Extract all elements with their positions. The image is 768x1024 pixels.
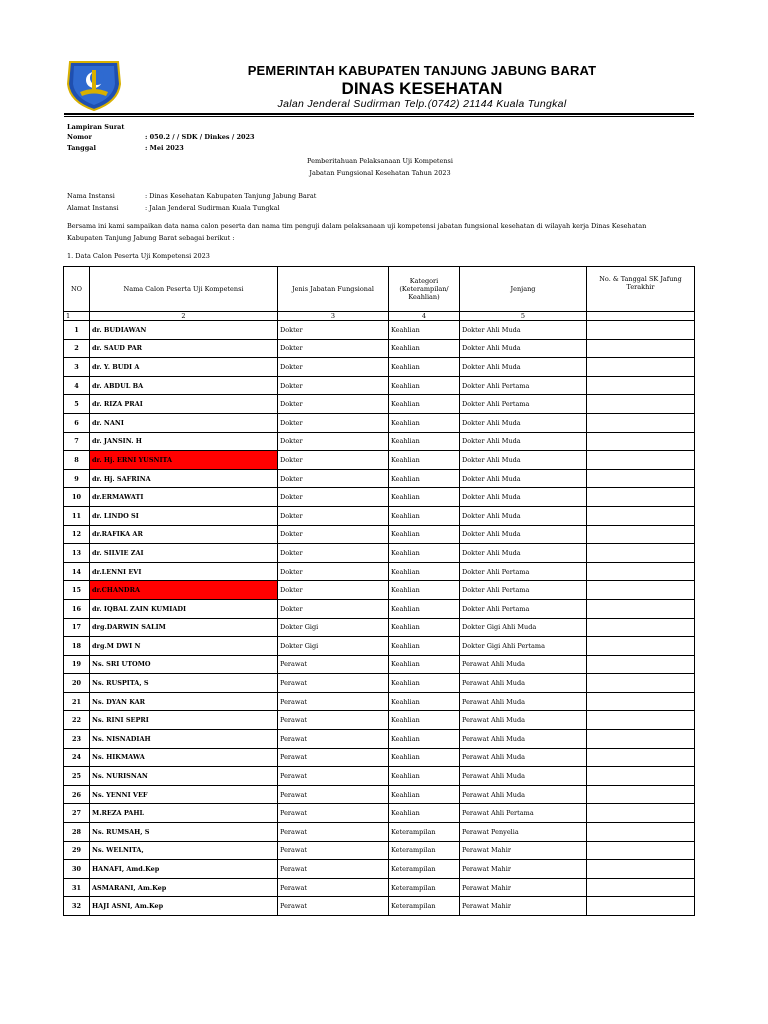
row-jenjang: Dokter Gigi Ahli Muda xyxy=(460,618,587,637)
row-sk xyxy=(587,562,695,581)
row-no: 27 xyxy=(64,804,90,823)
table-row xyxy=(64,581,695,600)
table-row xyxy=(64,692,695,711)
row-jenjang: Perawat Ahli Muda xyxy=(460,711,587,730)
row-jabatan: Dokter xyxy=(278,339,389,358)
row-kategori: Keahlian xyxy=(389,321,460,340)
row-name: dr. Hj. ERNI YUSNITA xyxy=(90,451,278,470)
row-jabatan: Perawat xyxy=(278,897,389,916)
row-jabatan: Dokter xyxy=(278,488,389,507)
table-row xyxy=(64,823,695,842)
row-name: HAJI ASNI, Am.Kep xyxy=(90,897,278,916)
letterhead-office: DINAS KESEHATAN xyxy=(341,79,503,98)
row-name: Ns. RUMSAH, S xyxy=(90,823,278,842)
row-name: dr. Y. BUDI A xyxy=(90,358,278,377)
row-no: 13 xyxy=(64,544,90,563)
table-row xyxy=(64,618,695,637)
row-sk xyxy=(587,897,695,916)
row-jabatan: Dokter xyxy=(278,525,389,544)
col-number: 3 xyxy=(278,312,389,321)
table-row xyxy=(64,339,695,358)
table-body xyxy=(64,321,695,916)
row-sk xyxy=(587,655,695,674)
row-jenjang: Dokter Ahli Pertama xyxy=(460,395,587,414)
row-name: dr. IQBAL ZAIN KUMIADI xyxy=(90,599,278,618)
row-sk xyxy=(587,748,695,767)
row-sk xyxy=(587,711,695,730)
row-jenjang: Dokter Ahli Pertama xyxy=(460,376,587,395)
row-kategori: Keterampilan xyxy=(389,823,460,842)
row-jabatan: Perawat xyxy=(278,748,389,767)
row-no: 25 xyxy=(64,767,90,786)
row-kategori: Keahlian xyxy=(389,767,460,786)
row-sk xyxy=(587,599,695,618)
table-row xyxy=(64,525,695,544)
row-jenjang: Dokter Ahli Muda xyxy=(460,358,587,377)
row-name: drg.M DWI N xyxy=(90,637,278,656)
row-name: Ns. NISNADIAH xyxy=(90,730,278,749)
alamat-label: Alamat Instansi xyxy=(67,204,119,212)
row-jenjang: Dokter Ahli Muda xyxy=(460,469,587,488)
nomor-label: Nomor xyxy=(67,133,92,141)
row-jabatan: Dokter xyxy=(278,469,389,488)
row-jenjang: Dokter Ahli Pertama xyxy=(460,562,587,581)
row-no: 12 xyxy=(64,525,90,544)
row-jenjang: Dokter Ahli Muda xyxy=(460,321,587,340)
row-name: dr.CHANDRA xyxy=(90,581,278,600)
row-kategori: Keahlian xyxy=(389,599,460,618)
column-number-row xyxy=(64,312,695,321)
row-name: ASMARANI, Am.Kep xyxy=(90,878,278,897)
row-name: Ns. DYAN KAR xyxy=(90,692,278,711)
row-sk xyxy=(587,376,695,395)
row-sk xyxy=(587,785,695,804)
row-sk xyxy=(587,823,695,842)
table-row xyxy=(64,432,695,451)
participants-table xyxy=(63,266,695,916)
table-row xyxy=(64,841,695,860)
row-name: dr.ERMAWATI xyxy=(90,488,278,507)
row-kategori: Keahlian xyxy=(389,544,460,563)
row-jenjang: Dokter Ahli Muda xyxy=(460,432,587,451)
table-row xyxy=(64,730,695,749)
row-kategori: Keahlian xyxy=(389,655,460,674)
row-no: 28 xyxy=(64,823,90,842)
row-jabatan: Dokter xyxy=(278,581,389,600)
header-no: NO xyxy=(64,267,90,312)
row-jenjang: Perawat Penyelia xyxy=(460,823,587,842)
table-row xyxy=(64,748,695,767)
row-sk xyxy=(587,358,695,377)
row-name: dr. SAUD PAR xyxy=(90,339,278,358)
letterhead-government: PEMERINTAH KABUPATEN TANJUNG JABUNG BARAT xyxy=(247,63,597,78)
row-name: Ns. HIKMAWA xyxy=(90,748,278,767)
table-row xyxy=(64,878,695,897)
row-jabatan: Dokter xyxy=(278,321,389,340)
row-kategori: Keahlian xyxy=(389,525,460,544)
row-sk xyxy=(587,804,695,823)
row-name: dr.RAFIKA AR xyxy=(90,525,278,544)
row-jabatan: Perawat xyxy=(278,804,389,823)
row-name: M.REZA PAHL xyxy=(90,804,278,823)
row-no: 8 xyxy=(64,451,90,470)
row-jenjang: Perawat Ahli Muda xyxy=(460,674,587,693)
table-header-row xyxy=(64,267,695,312)
row-name: dr. LINDO SI xyxy=(90,506,278,525)
row-jabatan: Perawat xyxy=(278,860,389,879)
table-row xyxy=(64,488,695,507)
row-no: 6 xyxy=(64,413,90,432)
table-row xyxy=(64,562,695,581)
row-sk xyxy=(587,321,695,340)
row-name: dr. JANSIN. H xyxy=(90,432,278,451)
row-jabatan: Dokter xyxy=(278,562,389,581)
row-name: Ns. YENNI VEF xyxy=(90,785,278,804)
row-jabatan: Dokter xyxy=(278,395,389,414)
row-kategori: Keahlian xyxy=(389,562,460,581)
table-row xyxy=(64,413,695,432)
row-jenjang: Dokter Ahli Pertama xyxy=(460,581,587,600)
col-number: 1 xyxy=(64,312,90,321)
row-sk xyxy=(587,730,695,749)
table-row xyxy=(64,655,695,674)
row-no: 5 xyxy=(64,395,90,414)
row-kategori: Keahlian xyxy=(389,469,460,488)
row-name: dr. ABDUL BA xyxy=(90,376,278,395)
row-kategori: Keahlian xyxy=(389,637,460,656)
table-row xyxy=(64,767,695,786)
row-jabatan: Perawat xyxy=(278,785,389,804)
row-jabatan: Dokter xyxy=(278,544,389,563)
row-jenjang: Perawat Ahli Muda xyxy=(460,692,587,711)
row-jabatan: Dokter xyxy=(278,506,389,525)
row-kategori: Keahlian xyxy=(389,748,460,767)
col-number: 5 xyxy=(460,312,587,321)
row-name: drg.DARWIN SALIM xyxy=(90,618,278,637)
tanggal-label: Tanggal xyxy=(67,144,96,152)
row-jenjang: Dokter Ahli Muda xyxy=(460,339,587,358)
row-jenjang: Dokter Ahli Muda xyxy=(460,544,587,563)
row-jabatan: Dokter xyxy=(278,432,389,451)
row-kategori: Keahlian xyxy=(389,451,460,470)
table-row xyxy=(64,785,695,804)
table-row xyxy=(64,897,695,916)
row-no: 31 xyxy=(64,878,90,897)
row-name: dr. SILVIE ZAI xyxy=(90,544,278,563)
table-row xyxy=(64,804,695,823)
row-kategori: Keahlian xyxy=(389,432,460,451)
row-jenjang: Perawat Ahli Muda xyxy=(460,767,587,786)
row-jenjang: Dokter Ahli Muda xyxy=(460,451,587,470)
row-jabatan: Dokter xyxy=(278,451,389,470)
header-jabatan: Jenis Jabatan Fungsional xyxy=(278,267,389,312)
row-kategori: Keterampilan xyxy=(389,860,460,879)
row-jenjang: Perawat Ahli Muda xyxy=(460,748,587,767)
col-number: 4 xyxy=(389,312,460,321)
row-sk xyxy=(587,674,695,693)
row-no: 30 xyxy=(64,860,90,879)
col-number xyxy=(587,312,695,321)
row-kategori: Keahlian xyxy=(389,488,460,507)
row-kategori: Keahlian xyxy=(389,730,460,749)
row-kategori: Keahlian xyxy=(389,674,460,693)
row-jabatan: Perawat xyxy=(278,878,389,897)
row-sk xyxy=(587,860,695,879)
row-jenjang: Dokter Ahli Muda xyxy=(460,525,587,544)
row-sk xyxy=(587,841,695,860)
table-row xyxy=(64,469,695,488)
row-jenjang: Perawat Mahir xyxy=(460,860,587,879)
row-jabatan: Perawat xyxy=(278,655,389,674)
row-no: 16 xyxy=(64,599,90,618)
header-jenjang: Jenjang xyxy=(460,267,587,312)
section-title: 1. Data Calon Peserta Uji Kompetensi 2023 xyxy=(67,252,210,260)
row-jabatan: Dokter Gigi xyxy=(278,637,389,656)
row-jabatan: Dokter xyxy=(278,413,389,432)
row-kategori: Keahlian xyxy=(389,358,460,377)
subject-line-2: Jabatan Fungsional Kesehatan Tahun 2023 xyxy=(309,169,451,177)
row-no: 11 xyxy=(64,506,90,525)
row-no: 9 xyxy=(64,469,90,488)
row-no: 29 xyxy=(64,841,90,860)
row-no: 23 xyxy=(64,730,90,749)
row-jabatan: Perawat xyxy=(278,711,389,730)
row-jenjang: Perawat Ahli Muda xyxy=(460,730,587,749)
row-sk xyxy=(587,413,695,432)
row-kategori: Keterampilan xyxy=(389,897,460,916)
row-jabatan: Perawat xyxy=(278,767,389,786)
row-no: 15 xyxy=(64,581,90,600)
letterhead-rule-thick xyxy=(64,113,694,115)
row-no: 2 xyxy=(64,339,90,358)
row-no: 21 xyxy=(64,692,90,711)
row-name: Ns. RINI SEPRI xyxy=(90,711,278,730)
header-sk: No. & Tanggal SK Jafung Terakhir xyxy=(587,267,695,312)
row-jabatan: Perawat xyxy=(278,730,389,749)
row-name: Ns. SRI UTOMO xyxy=(90,655,278,674)
row-jenjang: Dokter Ahli Muda xyxy=(460,488,587,507)
row-kategori: Keahlian xyxy=(389,395,460,414)
header-kategori: Kategori (Keterampilan/ Keahlian) xyxy=(389,267,460,312)
row-no: 4 xyxy=(64,376,90,395)
header-name: Nama Calon Peserta Uji Kompetensi xyxy=(90,267,278,312)
row-sk xyxy=(587,581,695,600)
row-sk xyxy=(587,618,695,637)
row-sk xyxy=(587,767,695,786)
table-row xyxy=(64,451,695,470)
table-row xyxy=(64,599,695,618)
row-sk xyxy=(587,451,695,470)
table-row xyxy=(64,674,695,693)
nomor-value: : 050.2 / / SDK / Dinkes / 2023 xyxy=(145,133,255,141)
row-no: 14 xyxy=(64,562,90,581)
table-row xyxy=(64,395,695,414)
row-no: 26 xyxy=(64,785,90,804)
row-sk xyxy=(587,637,695,656)
row-no: 22 xyxy=(64,711,90,730)
row-sk xyxy=(587,525,695,544)
row-name: dr. RIZA PRAI xyxy=(90,395,278,414)
intro-paragraph-2: Kabupaten Tanjung Jabung Barat sebagai berikut : xyxy=(67,234,235,242)
row-sk xyxy=(587,506,695,525)
table-row xyxy=(64,637,695,656)
table-row xyxy=(64,544,695,563)
row-jenjang: Dokter Gigi Ahli Pertama xyxy=(460,637,587,656)
subject-line-1: Pemberitahuan Pelaksanaan Uji Kompetensi xyxy=(307,157,453,165)
row-jabatan: Perawat xyxy=(278,692,389,711)
row-jabatan: Perawat xyxy=(278,674,389,693)
row-kategori: Keahlian xyxy=(389,785,460,804)
row-kategori: Keahlian xyxy=(389,618,460,637)
row-sk xyxy=(587,878,695,897)
table-row xyxy=(64,860,695,879)
letterhead-rule-thin xyxy=(64,116,694,117)
row-kategori: Keahlian xyxy=(389,804,460,823)
row-sk xyxy=(587,432,695,451)
row-sk xyxy=(587,395,695,414)
row-jenjang: Dokter Ahli Muda xyxy=(460,413,587,432)
row-name: Ns. WELNITA, xyxy=(90,841,278,860)
row-name: dr. Hj. SAFRINA xyxy=(90,469,278,488)
alamat-value: : Jalan Jenderal Sudirman Kuala Tungkal xyxy=(145,204,280,212)
row-jenjang: Dokter Ahli Muda xyxy=(460,506,587,525)
row-kategori: Keahlian xyxy=(389,339,460,358)
table-row xyxy=(64,358,695,377)
letterhead-address: Jalan Jenderal Sudirman Telp.(0742) 21144 Kuala Tungkal xyxy=(277,98,567,110)
row-jenjang: Perawat Mahir xyxy=(460,897,587,916)
row-jabatan: Dokter xyxy=(278,376,389,395)
row-jenjang: Perawat Ahli Muda xyxy=(460,655,587,674)
row-jenjang: Perawat Ahli Muda xyxy=(460,785,587,804)
instansi-label: Nama Instansi xyxy=(67,192,115,200)
row-no: 20 xyxy=(64,674,90,693)
row-jenjang: Dokter Ahli Pertama xyxy=(460,599,587,618)
row-no: 10 xyxy=(64,488,90,507)
row-name: dr. NANI xyxy=(90,413,278,432)
col-number: 2 xyxy=(90,312,278,321)
row-jabatan: Dokter Gigi xyxy=(278,618,389,637)
row-sk xyxy=(587,469,695,488)
row-name: dr.LENNI EVI xyxy=(90,562,278,581)
row-no: 17 xyxy=(64,618,90,637)
row-kategori: Keahlian xyxy=(389,506,460,525)
row-jabatan: Perawat xyxy=(278,841,389,860)
row-sk xyxy=(587,488,695,507)
row-kategori: Keterampilan xyxy=(389,841,460,860)
row-no: 3 xyxy=(64,358,90,377)
row-kategori: Keahlian xyxy=(389,413,460,432)
row-no: 1 xyxy=(64,321,90,340)
row-name: dr. BUDIAWAN xyxy=(90,321,278,340)
row-kategori: Keahlian xyxy=(389,692,460,711)
row-name: Ns. NURISNAN xyxy=(90,767,278,786)
row-no: 19 xyxy=(64,655,90,674)
row-kategori: Keterampilan xyxy=(389,878,460,897)
row-no: 24 xyxy=(64,748,90,767)
row-jenjang: Perawat Mahir xyxy=(460,878,587,897)
row-sk xyxy=(587,544,695,563)
row-kategori: Keahlian xyxy=(389,376,460,395)
row-no: 7 xyxy=(64,432,90,451)
instansi-value: : Dinas Kesehatan Kabupaten Tanjung Jabung Barat xyxy=(145,192,317,200)
row-sk xyxy=(587,692,695,711)
table-row xyxy=(64,376,695,395)
row-jenjang: Perawat Ahli Pertama xyxy=(460,804,587,823)
row-sk xyxy=(587,339,695,358)
row-jabatan: Perawat xyxy=(278,823,389,842)
row-name: HANAFI, Amd.Kep xyxy=(90,860,278,879)
row-no: 32 xyxy=(64,897,90,916)
table-row xyxy=(64,711,695,730)
intro-paragraph-1: Bersama ini kami sampaikan data nama calon peserta dan nama tim penguji dalam pelaksanaan uji kompetensi jabatan fungsional kesehatan di wilayah kerja Dinas Kesehatan xyxy=(67,222,647,230)
kabupaten-emblem xyxy=(64,58,124,112)
row-no: 18 xyxy=(64,637,90,656)
table-row xyxy=(64,321,695,340)
row-name: Ns. RUSPITA, S xyxy=(90,674,278,693)
tanggal-value: : Mei 2023 xyxy=(145,144,184,152)
row-kategori: Keahlian xyxy=(389,581,460,600)
lampiran-label: Lampiran Surat xyxy=(67,123,125,131)
row-jabatan: Dokter xyxy=(278,358,389,377)
table-row xyxy=(64,506,695,525)
row-jenjang: Perawat Mahir xyxy=(460,841,587,860)
row-jabatan: Dokter xyxy=(278,599,389,618)
row-kategori: Keahlian xyxy=(389,711,460,730)
